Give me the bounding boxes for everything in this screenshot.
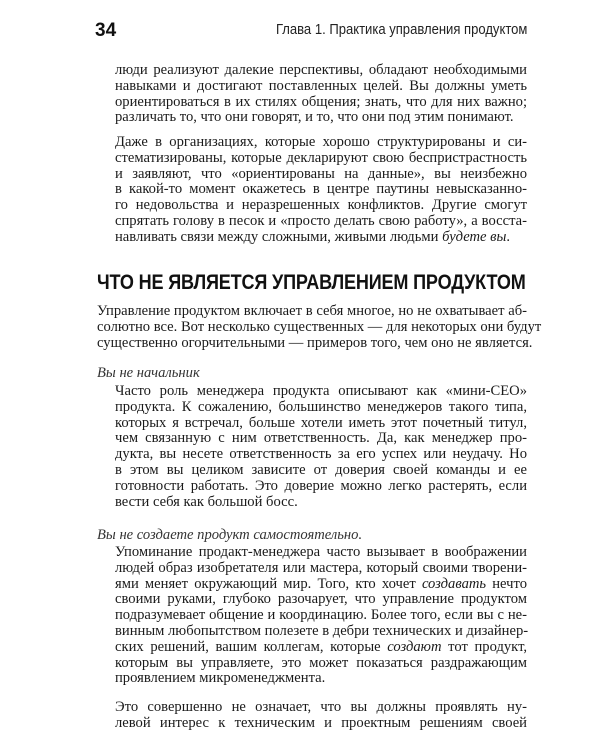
text-span: и заявляют, что «ориентированы на данные», вы неизбежно [115,165,527,182]
text-span: Это совершенно не означает, что вы должны проявлять ну- [115,699,527,715]
text-span: навыками и достигают поставленных целей. Вы должны уметь [115,77,527,94]
text-span: людей образ изобретателя или мастера, который своими творени- [115,559,527,576]
text-span: Упоминание продакт-менеджера часто вызывает в воображении [115,544,527,560]
text-span: ориентироваться в их стилях общения; знать, что для них важно; [115,93,527,110]
text-line [115,230,527,246]
text-line [115,182,527,198]
text-span: нечто [486,575,527,592]
text-line [115,700,527,716]
text-line [115,151,527,167]
text-span: чем связанную с ним ответственность. Да, как менеджер про- [115,430,527,447]
text-span: солютно все. Вот несколько существенных — для некоторых они будут [97,318,542,335]
text-span: го недовольства и неразрешенных конфликтов. Другие смогут [115,197,527,214]
text-line [115,561,527,577]
text-span: продукта. К сожалению, большинство менеджеров такого типа, [115,398,527,415]
text-span: существенно огорчительными — примеров того, чем оно не является. [97,334,533,351]
text-span: винным любопытством полезете в дебри технических и дизайнер- [115,622,529,639]
text-span: в какой-то момент окажетесь в центре паутины невысказанно- [115,181,527,198]
text-line [115,431,527,447]
text-span: тот продукт, [441,638,527,655]
text-span: готовности работать. Это доверие можно легко растерять, если [115,477,527,494]
text-span: левой интерес к техническим и проектным решениям своей [115,714,527,731]
subheading: Вы не создаете продукт самостоятельно. [97,527,363,543]
text-line [115,400,527,416]
text-line [115,214,527,230]
text-span: спрятать голову в песок и «просто делать свою работу», а восста- [115,212,527,229]
text-line [115,79,527,95]
text-span: Управление продуктом включает в себя многое, но не охватывает аб- [97,303,527,319]
text-line [115,608,527,624]
emphasis-text: будете вы [442,228,507,245]
text-line [115,577,527,593]
text-line [115,384,527,400]
paragraph [115,135,527,246]
text-line [115,463,527,479]
text-span: в этом вы целиком зависите от доверия своей команды и ее [115,461,527,478]
text-span: Даже в организациях, которые хорошо структурированы и си- [115,134,527,150]
text-line [115,716,527,732]
emphasis-text: создавать [421,575,487,592]
text-span: проявлением микроменеджмента. [115,670,326,687]
text-line [115,95,527,111]
paragraph [115,63,527,126]
text-span: ских решений, вашим коллегам, которые [115,638,388,655]
text-span: Часто роль менеджера продукта описывают как «мини-CEO» [115,383,527,399]
paragraph [97,303,542,351]
text-line [115,624,527,640]
text-span: люди реализуют далекие перспективы, обладают необходимыми [115,62,527,78]
text-line [115,135,527,151]
text-span: ями меняет окружающий мир. Того, кто хочет [115,575,422,592]
paragraph [115,700,527,732]
text-span: подразумевает общение и координацию. Более того, если вы с не- [115,607,527,624]
text-line [97,334,533,352]
text-line [115,110,527,126]
text-span: вести себя как большой босс. [115,493,298,510]
emphasis-text: создают [387,638,442,655]
text-span: своими руками, глубоко разочарует, что управление продуктом [115,591,527,608]
text-line [115,592,527,608]
text-line [97,318,542,336]
section-heading: ЧТО НЕ ЯВЛЯЕТСЯ УПРАВЛЕНИЕМ ПРОДУКТОМ [97,271,526,294]
text-line [115,479,527,495]
text-span: различать то, что они говорят, и то, что они под этим понимают. [115,109,514,126]
text-line [115,545,527,561]
text-line [97,304,527,320]
text-line [115,63,527,79]
paragraph [115,384,527,510]
text-line [115,198,527,214]
text-line [115,640,527,656]
text-span: . [506,228,511,245]
text-line [115,416,527,432]
page-number: 34 [95,20,117,41]
text-span: стематизированы, которые декларируют свою беспристрастность [115,149,527,166]
text-span: дукта, вы несете ответственность за его успех или неудачу. Но [115,446,527,463]
running-head: Глава 1. Практика управления продуктом [275,22,527,38]
text-span: которым вы управляете, это может показаться раздражающим [115,654,527,671]
text-span: навливать связи между сложными, живыми людьми [115,228,443,245]
text-line [115,656,527,672]
text-line [115,167,527,183]
text-line [115,447,527,463]
text-span: которых я встречал, больше хотели иметь этот почетный титул, [115,414,527,431]
text-line [115,495,527,511]
paragraph [115,545,527,687]
subheading: Вы не начальник [97,365,200,381]
text-line [115,671,527,687]
